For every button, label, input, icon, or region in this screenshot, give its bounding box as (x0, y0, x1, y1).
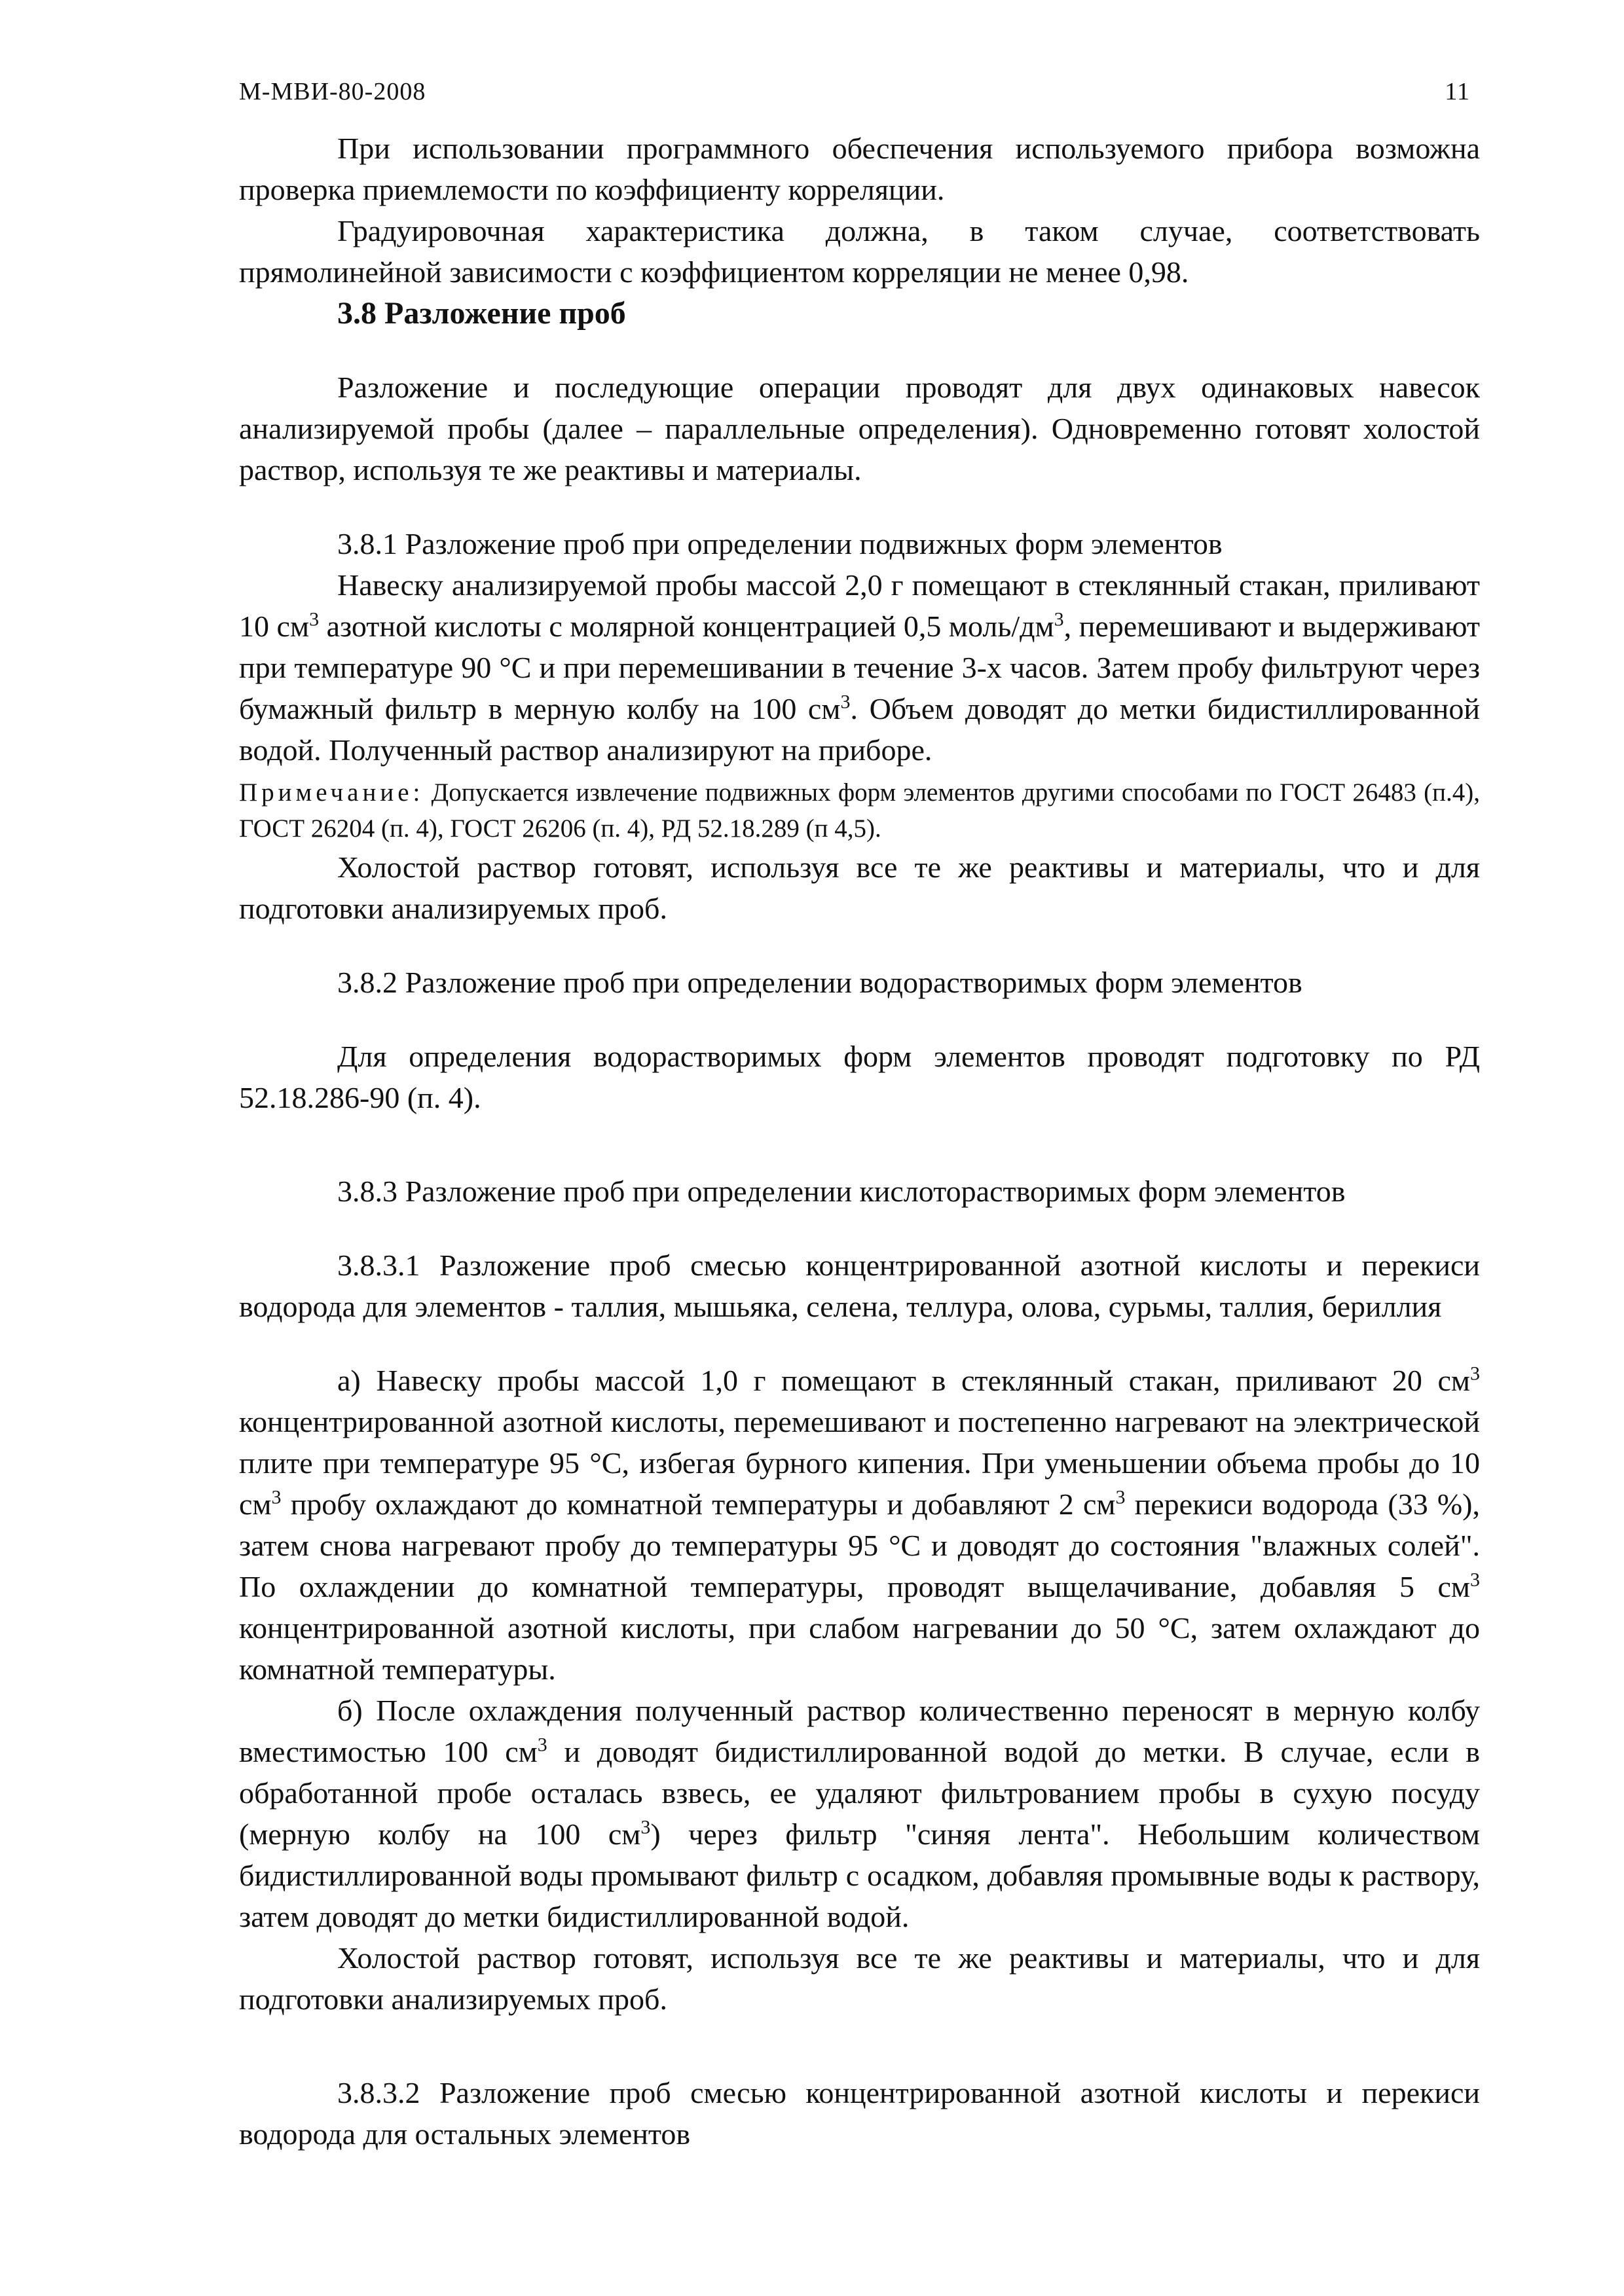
subsection-heading-3-8-2: 3.8.2 Разложение проб при определении водорастворимых форм элементов (337, 966, 1302, 999)
paragraph-decomposition-intro: Разложение и последующие операции проводят для двух одинаковых навесок анализируемой пробы (далее – параллельные определения). Одновременно готовят холостой раствор, используя те же реактивы и материалы. (239, 371, 1480, 486)
paragraph-calibration: Градуировочная характеристика должна, в таком случае, соответствовать прямолинейной зависимости с коэффициентом корреляции не менее 0,98. (239, 214, 1480, 289)
note-paragraph (239, 774, 1480, 847)
paragraph-blank-solution-2: Холостой раствор готовят, используя все те же реактивы и материалы, что и для подготовки анализируемых проб. (239, 1941, 1480, 2016)
note-label: Примечание: (239, 778, 424, 807)
paragraph-water-soluble: Для определения водорастворимых форм элементов проводят подготовку по РД 52.18.286-90 (п. 4). (239, 1040, 1480, 1114)
page-number: 11 (1445, 78, 1470, 105)
page-content (239, 128, 1480, 2155)
paragraph-software-check: При использовании программного обеспечения используемого прибора возможна проверка приемлемости по коэффициенту корреляции. (239, 132, 1480, 206)
subsection-heading-3-8-3-1: 3.8.3.1 Разложение проб смесью концентрированной азотной кислоты и перекиси водорода для элементов - таллия, мышьяка, селена, теллура, олова, сурьмы, таллия, бериллия (239, 1248, 1480, 1323)
paragraph-blank-solution-1: Холостой раствор готовят, используя все те же реактивы и материалы, что и для подготовки анализируемых проб. (239, 850, 1480, 925)
paragraph-step-b: б) После охлаждения полученный раствор количественно переносят в мерную колбу вместимостью 100 $см^3$ и доводят бидистиллированной водой до метки. В случае, если в обработанной пробе осталась взвесь, ее удаляют фильтрованием пробы в сухую посуду (мерную колбу на 100 $см^3$) через фильтр "синяя лента". Небольшим количеством бидистиллированной воды промывают фильтр с осадком, добавляя промывные воды к раствору, затем доводят до метки бидистиллированной водой. (239, 1694, 1481, 1933)
subsection-heading-3-8-1: 3.8.1 Разложение проб при определении подвижных форм элементов (337, 527, 1223, 560)
paragraph-mobile-forms: Навеску анализируемой пробы массой 2,0 г помещают в стеклянный стакан, приливают 10 $см^3$ азотной кислоты с молярной концентрацией 0,5 моль/$дм^3$, перемешивают и выдерживают при температуре 90 °С и при перемешивании в течение 3-х часов. Затем пробу фильтруют через бумажный фильтр в мерную колбу на 100 $см^3$. Объем доводят до метки бидистиллированной водой. Полученный раствор анализируют на приборе. (239, 568, 1481, 767)
document-code: М-МВИ-80-2008 (239, 78, 426, 105)
subsection-heading-3-8-3-2: 3.8.3.2 Разложение проб смесью концентрированной азотной кислоты и перекиси водорода для остальных элементов (239, 2076, 1480, 2151)
paragraph-step-a: а) Навеску пробы массой 1,0 г помещают в стеклянный стакан, приливают 20 $см^3$ концентрированной азотной кислоты, перемешивают и постепенно нагревают на электрической плите при температуре 95 °С, избегая бурного кипения. При уменьшении объема пробы до 10 $см^3$ пробу охлаждают до комнатной температуры и добавляют 2 $см^3$ перекиси водорода (33 %), затем снова нагревают пробу до температуры 95 °С и доводят до состояния "влажных солей". По охлаждении до комнатной температуры, проводят выщелачивание, добавляя 5 $см^3$ концентрированной азотной кислоты, при слабом нагревании до 50 °С, затем охлаждают до комнатной температуры. (239, 1362, 1480, 1686)
subsection-heading-3-8-3: 3.8.3 Разложение проб при определении кислоторастворимых форм элементов (337, 1175, 1346, 1208)
note-text: Допускается извлечение подвижных форм элементов другими способами по ГОСТ 26483 (п.4), ГОСТ 26204 (п. 4), ГОСТ 26206 (п. 4), РД 52.18.289 (п 4,5). (239, 778, 1480, 843)
section-heading-3-8: 3.8 Разложение проб (337, 296, 626, 331)
